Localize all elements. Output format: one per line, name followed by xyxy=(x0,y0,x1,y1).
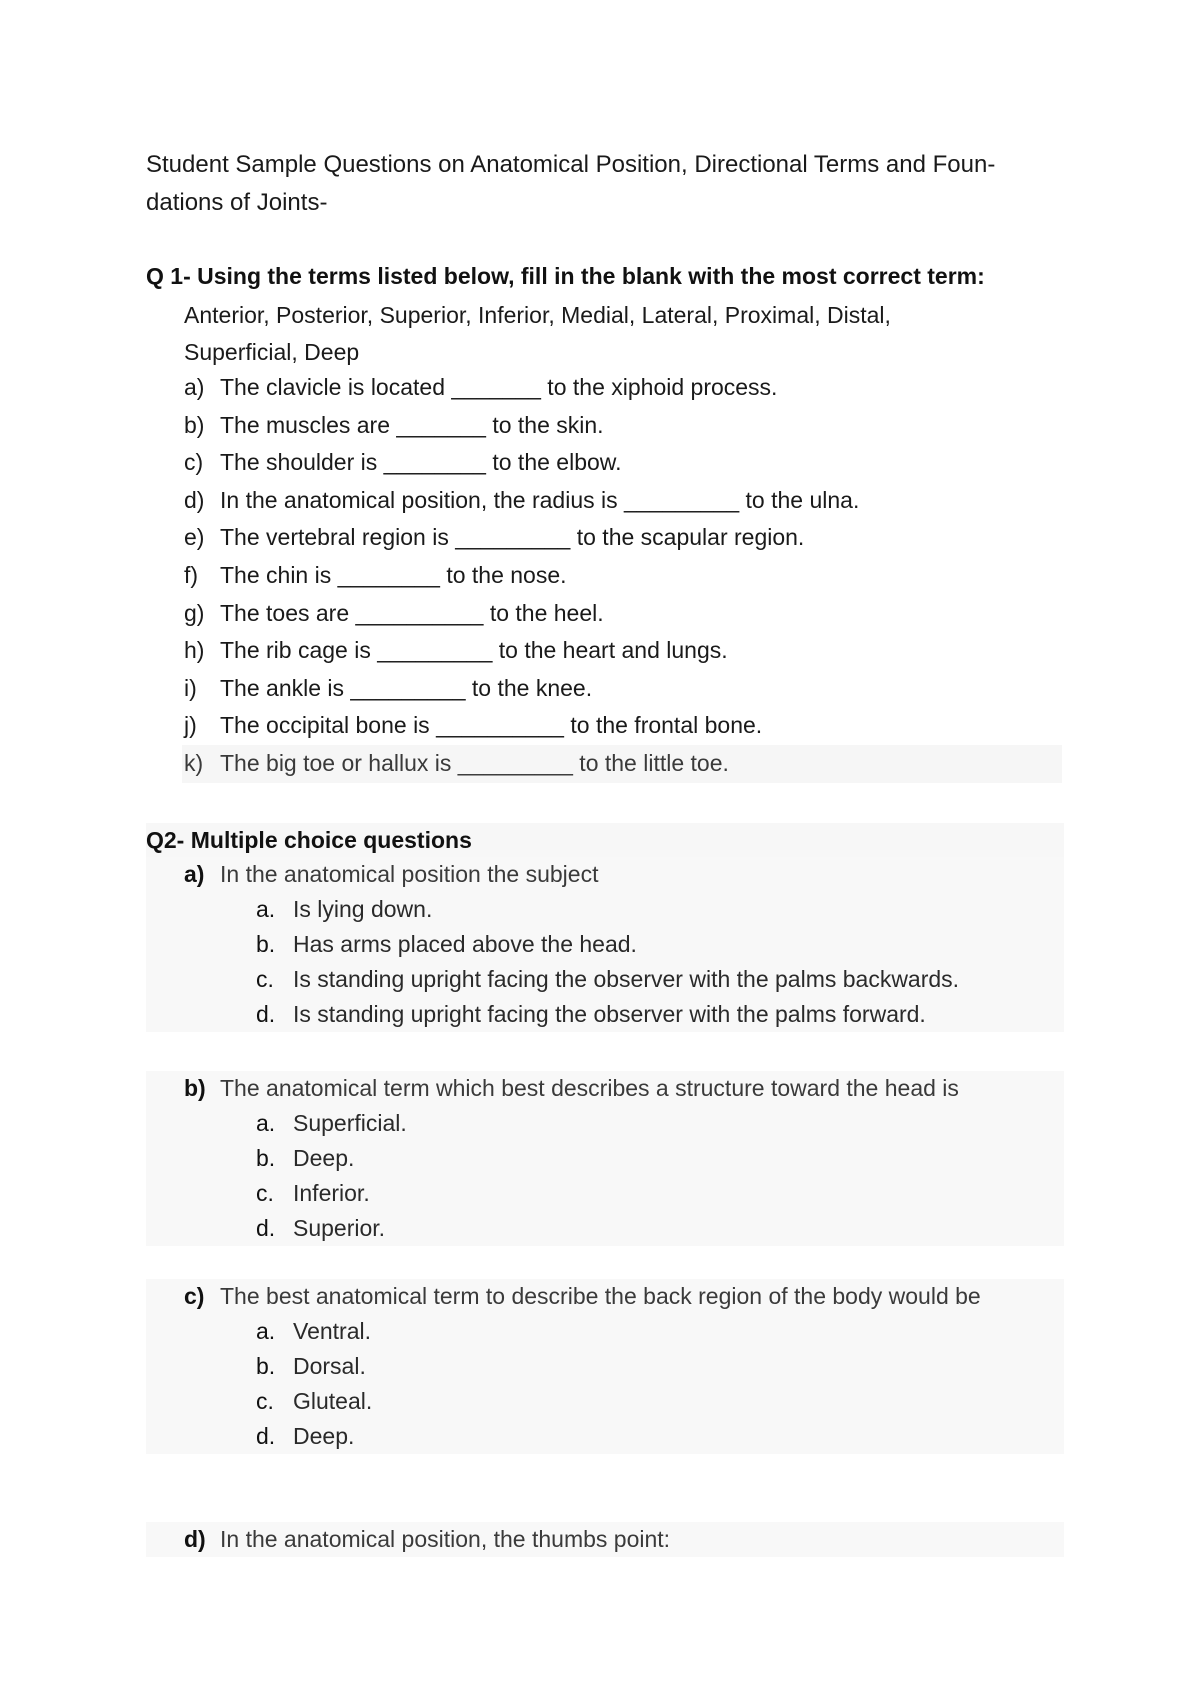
option-marker: c. xyxy=(256,1388,274,1414)
option-marker: c. xyxy=(256,1180,274,1206)
mcq-option-b xyxy=(146,1349,1064,1384)
option-marker: a. xyxy=(256,896,276,922)
option-marker: b. xyxy=(256,1145,276,1171)
option-marker: c. xyxy=(256,966,274,992)
option-marker: a. xyxy=(256,1318,276,1344)
q1-item-marker: c) xyxy=(184,449,204,476)
mcq-stem-marker: c) xyxy=(184,1283,205,1309)
q1-term-list xyxy=(184,297,1044,371)
q1-item-h xyxy=(184,632,1064,670)
q1-item-g xyxy=(184,595,1064,633)
option-text: Ventral. xyxy=(293,1318,371,1344)
q1-item-c xyxy=(184,444,1064,482)
q1-item-text: The toes are __________ to the heel. xyxy=(220,599,604,626)
option-text: Is standing upright facing the observer with the palms forward. xyxy=(293,1001,926,1027)
option-marker: b. xyxy=(256,1353,276,1379)
mcq-option-a xyxy=(146,892,1064,927)
q1-item-marker: d) xyxy=(184,486,205,513)
mcq-option-d xyxy=(146,1419,1064,1454)
mcq-stem-marker: a) xyxy=(184,861,205,887)
title-line-2: dations of Joints- xyxy=(146,189,328,216)
q1-item-marker: h) xyxy=(184,637,205,664)
mcq-question-a xyxy=(146,857,1064,1032)
mcq-stem xyxy=(146,857,1064,892)
mcq-option-d xyxy=(146,1211,1064,1246)
q2-heading-block xyxy=(146,823,1064,857)
mcq-stem xyxy=(146,1522,1064,1557)
q1-item-text: The occipital bone is __________ to the frontal bone. xyxy=(220,712,763,739)
q1-item-k xyxy=(182,745,1062,783)
option-marker: a. xyxy=(256,1110,276,1136)
mcq-stem-marker: b) xyxy=(184,1075,206,1101)
option-text: Deep. xyxy=(293,1423,355,1449)
q1-item-marker: k) xyxy=(184,749,204,776)
q1-item-marker: f) xyxy=(184,561,199,588)
mcq-question-c xyxy=(146,1279,1064,1454)
option-text: Has arms placed above the head. xyxy=(293,931,637,957)
mcq-option-b xyxy=(146,1141,1064,1176)
q1-terms-line-1: Anterior, Posterior, Superior, Inferior, Medial, Lateral, Proximal, Distal, xyxy=(184,302,891,328)
mcq-option-c xyxy=(146,962,1064,997)
title-line-1: Student Sample Questions on Anatomical Position, Directional Terms and Foun- xyxy=(146,151,996,178)
mcq-question-b xyxy=(146,1071,1064,1246)
q1-item-text: The chin is ________ to the nose. xyxy=(220,561,567,588)
mcq-options xyxy=(146,892,1064,1032)
q1-item-marker: e) xyxy=(184,524,205,551)
q1-item-a xyxy=(184,369,1064,407)
q1-item-text: The vertebral region is _________ to the scapular region. xyxy=(220,524,805,551)
q1-terms-line-2: Superficial, Deep xyxy=(184,339,360,365)
mcq-stem-text: The best anatomical term to describe the back region of the body would be xyxy=(220,1283,981,1309)
q1-item-marker: i) xyxy=(184,674,197,701)
q1-item-text: The clavicle is located _______ to the xiphoid process. xyxy=(220,374,778,400)
mcq-option-b xyxy=(146,927,1064,962)
mcq-stem xyxy=(146,1071,1064,1106)
mcq-question-d xyxy=(146,1522,1064,1557)
option-text: Is standing upright facing the observer with the palms backwards. xyxy=(293,966,960,992)
mcq-option-a xyxy=(146,1106,1064,1141)
q1-item-d xyxy=(184,482,1064,520)
mcq-options xyxy=(146,1106,1064,1246)
mcq-stem xyxy=(146,1279,1064,1314)
option-text: Deep. xyxy=(293,1145,355,1171)
q1-item-text: In the anatomical position, the radius is _________ to the ulna. xyxy=(220,486,860,513)
option-marker: d. xyxy=(256,1001,276,1027)
option-marker: b. xyxy=(256,931,276,957)
mcq-option-d xyxy=(146,997,1064,1032)
mcq-option-c xyxy=(146,1384,1064,1419)
q1-item-marker: g) xyxy=(184,599,205,626)
mcq-stem-text: The anatomical term which best describes a structure toward the head is xyxy=(220,1075,959,1101)
q1-item-text: The ankle is _________ to the knee. xyxy=(220,674,593,701)
option-marker: d. xyxy=(256,1215,276,1241)
option-text: Superior. xyxy=(293,1215,386,1241)
q1-item-text: The big toe or hallux is _________ to the little toe. xyxy=(220,749,729,776)
mcq-stem-text: In the anatomical position the subject xyxy=(220,861,599,887)
option-text: Inferior. xyxy=(293,1180,370,1206)
document-title xyxy=(146,146,1066,222)
q1-item-e xyxy=(184,519,1064,557)
option-text: Dorsal. xyxy=(293,1353,366,1379)
option-text: Superficial. xyxy=(293,1110,407,1136)
q1-item-marker: b) xyxy=(184,411,205,438)
q1-item-i xyxy=(184,670,1064,708)
mcq-stem-marker: d) xyxy=(184,1526,206,1552)
q1-blank-list xyxy=(184,369,1064,783)
mcq-stem-text: In the anatomical position, the thumbs point: xyxy=(220,1526,671,1552)
option-text: Gluteal. xyxy=(293,1388,373,1414)
q1-item-text: The muscles are _______ to the skin. xyxy=(220,411,604,438)
option-marker: d. xyxy=(256,1423,276,1449)
mcq-option-c xyxy=(146,1176,1064,1211)
q1-item-b xyxy=(184,407,1064,445)
q1-heading: Q 1- Using the terms listed below, fill in the blank with the most correct term: xyxy=(146,263,985,289)
q2-heading: Q2- Multiple choice questions xyxy=(146,827,472,853)
q1-item-text: The rib cage is _________ to the heart and lungs. xyxy=(220,637,728,664)
q1-item-marker: a) xyxy=(184,374,205,400)
q1-item-text: The shoulder is ________ to the elbow. xyxy=(220,449,622,476)
q1-item-marker: j) xyxy=(184,712,197,739)
option-text: Is lying down. xyxy=(293,896,433,922)
mcq-option-a xyxy=(146,1314,1064,1349)
q1-item-f xyxy=(184,557,1064,595)
mcq-options xyxy=(146,1314,1064,1454)
q1-item-j xyxy=(184,707,1064,745)
